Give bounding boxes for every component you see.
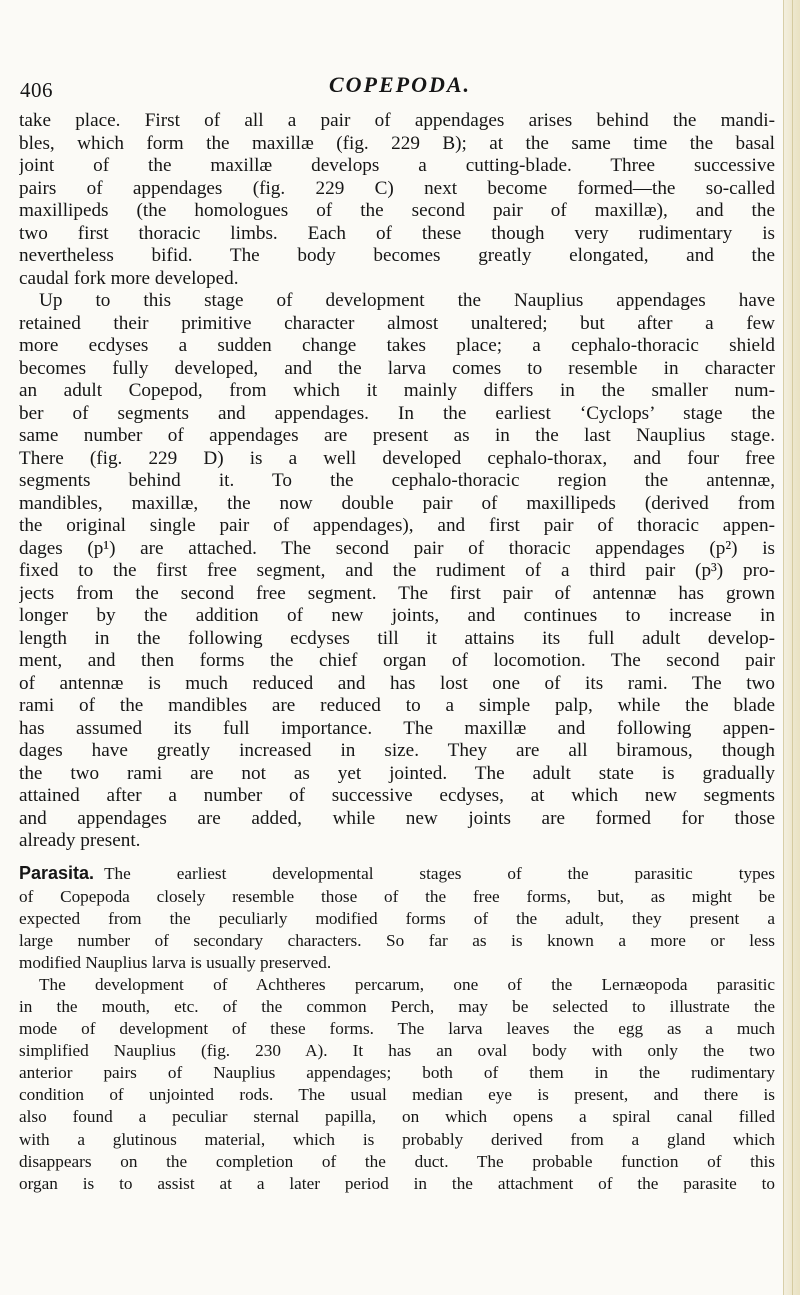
text-line: of antennæ is much reduced and has lost one of its rami. The two xyxy=(19,672,775,694)
text-line: modified Nauplius larva is usually preserved. xyxy=(19,952,332,972)
text-line: ment, and then forms the chief organ of locomotion. The second pair xyxy=(19,650,775,671)
text-line: anterior pairs of Nauplius appendages; both of them in the rudimentary xyxy=(19,1063,775,1083)
text-line: two first thoracic limbs. Each of these though very rudimentary is xyxy=(19,222,775,244)
section-parasita xyxy=(19,861,775,1195)
text-line: in the mouth, etc. of the common Perch, may be selected to illustrate the xyxy=(19,996,775,1016)
text-line: dages (p¹) are attached. The second pair of thoracic appendages (p²) is xyxy=(19,537,775,559)
text-line: caudal fork more developed. xyxy=(19,267,239,289)
text-line: becomes fully developed, and the larva comes to resemble in character xyxy=(19,357,775,379)
text-line: the two rami are not as yet jointed. The adult state is gradually xyxy=(19,762,775,784)
text-line: longer by the addition of new joints, and continues to increase in xyxy=(19,605,775,626)
text-line: segments behind it. To the cephalo-thoracic region the antennæ, xyxy=(19,470,775,491)
section-first-line xyxy=(19,861,775,886)
text-line: maxillipeds (the homologues of the second pair of maxillæ), and the xyxy=(19,200,775,221)
text-line: expected from the peculiarly modified forms of the adult, they present a xyxy=(19,908,775,928)
paragraph-2 xyxy=(19,290,775,853)
page-number: 406 xyxy=(20,78,53,102)
text-line: There (fig. 229 D) is a well developed cephalo-thorax, and four free xyxy=(19,447,775,469)
text-line: mode of development of these forms. The larva leaves the egg as a much xyxy=(19,1019,775,1039)
text-line: an adult Copepod, from which it mainly differs in the smaller num- xyxy=(19,380,775,401)
text-line: and appendages are added, while new joints are formed for those xyxy=(19,807,775,829)
text-line: length in the following ecdyses till it attains its full adult develop- xyxy=(19,627,775,649)
text-line: fixed to the first free segment, and the rudiment of a third pair (p³) pro- xyxy=(19,560,775,581)
text-line: the original single pair of appendages), and first pair of thoracic appen- xyxy=(19,515,775,536)
text-line: attained after a number of successive ecdyses, at which new segments xyxy=(19,785,775,806)
text-line: dages have greatly increased in size. They are all biramous, though xyxy=(19,740,775,761)
section-first-line-text: The earliest developmental stages of the parasitic types xyxy=(104,863,775,883)
section-title: Parasita. xyxy=(19,862,95,883)
text-line: also found a peculiar sternal papilla, on which opens a spiral canal filled xyxy=(19,1107,775,1127)
text-line: disappears on the completion of the duct. The probable function of this xyxy=(19,1151,775,1171)
text-line: The development of Achtheres percarum, one of the Lernæopoda parasitic xyxy=(39,974,775,994)
page-edge-line xyxy=(792,0,793,1295)
text-line: pairs of appendages (fig. 229 C) next become formed—the so-called xyxy=(19,177,775,199)
paragraph-1 xyxy=(19,110,775,290)
text-line: bles, which form the maxillæ (fig. 229 B); at the same time the basal xyxy=(19,132,775,154)
text-line: rami of the mandibles are reduced to a simple palp, while the blade xyxy=(19,695,775,716)
text-line: large number of secondary characters. So far as is known a more or less xyxy=(19,930,775,950)
body-text xyxy=(19,110,775,1195)
text-line: simplified Nauplius (fig. 230 A). It has an oval body with only the two xyxy=(19,1041,775,1061)
running-title: COPEPODA. xyxy=(328,72,472,97)
text-line: already present. xyxy=(19,830,141,851)
text-line: organ is to assist at a later period in the attachment of the parasite to xyxy=(19,1173,775,1193)
text-line: more ecdyses a sudden change takes place; a cephalo-thoracic shield xyxy=(19,335,775,356)
text-line: retained their primitive character almost unaltered; but after a few xyxy=(19,312,775,334)
text-line: has assumed its full importance. The maxillæ and following appen- xyxy=(19,717,775,739)
section-gap xyxy=(19,853,775,861)
text-line: ber of segments and appendages. In the earliest ‘Cyclops’ stage the xyxy=(19,402,775,424)
text-line: joint of the maxillæ develops a cutting-blade. Three successive xyxy=(19,155,775,176)
text-line: nevertheless bifid. The body becomes greatly elongated, and the xyxy=(19,245,775,266)
text-line: of Copepoda closely resemble those of the free forms, but, as might be xyxy=(19,886,775,906)
text-line: same number of appendages are present as in the last Nauplius stage. xyxy=(19,425,775,446)
text-line: with a glutinous material, which is probably derived from a gland which xyxy=(19,1129,775,1149)
text-line: mandibles, maxillæ, the now double pair of maxillipeds (derived from xyxy=(19,492,775,514)
text-line: jects from the second free segment. The first pair of antennæ has grown xyxy=(19,582,775,604)
text-line: take place. First of all a pair of appendages arises behind the mandi- xyxy=(19,110,775,131)
text-line: condition of unjointed rods. The usual median eye is present, and there is xyxy=(19,1085,775,1105)
text-line: Up to this stage of development the Nauplius appendages have xyxy=(39,290,775,311)
